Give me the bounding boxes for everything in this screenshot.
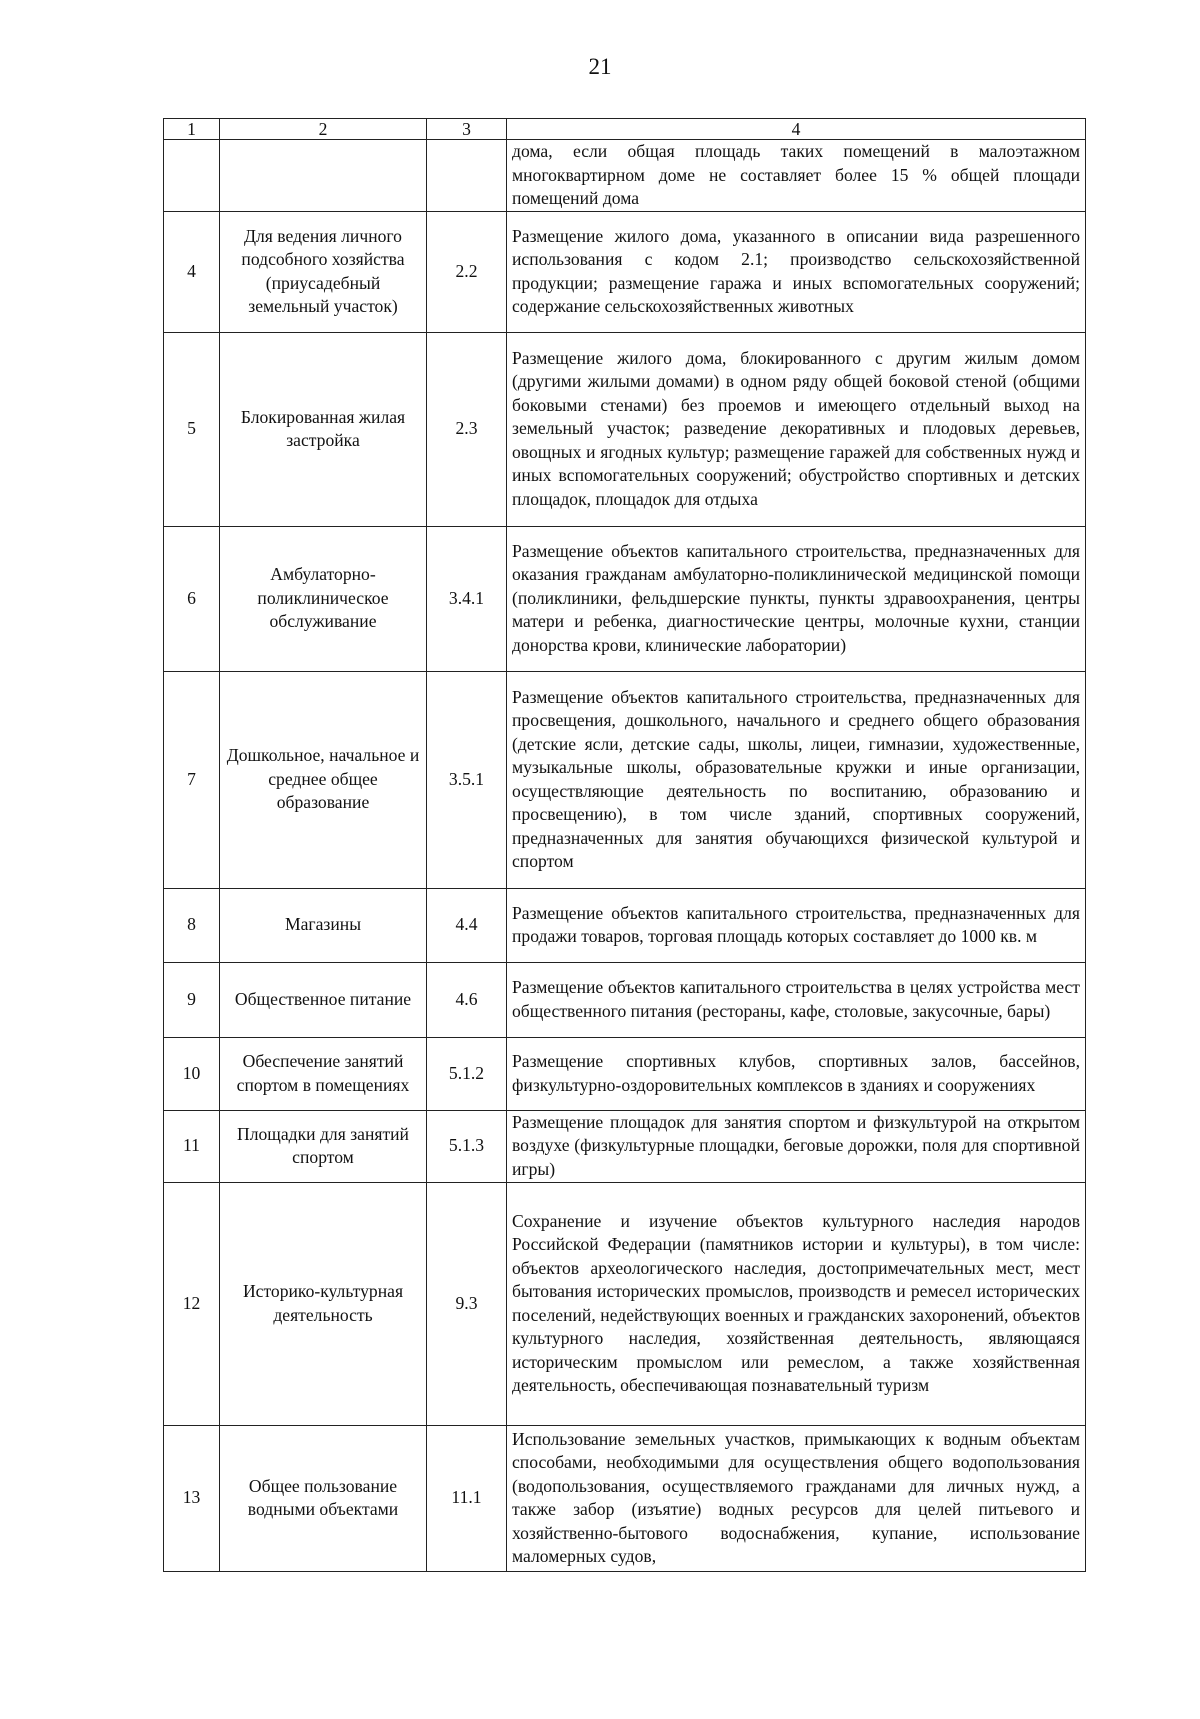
table-row — [164, 211, 1086, 332]
land-use-description: Размещение объектов капитального строительства в целях устройства мест общественного питания (рестораны, кафе, столовые, закусочные, бары) — [507, 962, 1086, 1037]
land-use-name: Для ведения личного подсобного хозяйства (приусадебный земельный участок) — [220, 211, 427, 332]
land-use-code — [427, 140, 507, 212]
land-use-description: Сохранение и изучение объектов культурного наследия народов Российской Федерации (памятников истории и культуры), в том числе: объектов археологического наследия, достопримечательных мест, мест бытования исторических промыслов, производств и ремесел исторических поселений, недействующих военных и гражданских захоронений, объектов культурного наследия, хозяйственная деятельность, являющаяся историческим промыслом или ремеслом, а также хозяйственная деятельность, обеспечивающая познавательный туризм — [507, 1182, 1086, 1425]
land-use-description: Использование земельных участков, примыкающих к водным объектам способами, необходимыми для осуществления общего водопользования (водопользования, осуществляемого гражданами для личных нужд, а также забор (изъятие) водных ресурсов для целей питьевого и хозяйственно-бытового водоснабжения, купание, использование маломерных судов, — [507, 1425, 1086, 1571]
row-number: 7 — [164, 671, 220, 888]
row-number: 12 — [164, 1182, 220, 1425]
land-use-code: 2.3 — [427, 332, 507, 526]
land-use-name: Общественное питание — [220, 962, 427, 1037]
land-use-name: Обеспечение занятий спортом в помещениях — [220, 1037, 427, 1110]
land-use-name: Общее пользование водными объектами — [220, 1425, 427, 1571]
land-use-code: 3.4.1 — [427, 526, 507, 671]
row-number: 8 — [164, 888, 220, 962]
land-use-table — [163, 118, 1086, 1572]
land-use-description: Размещение объектов капитального строительства, предназначенных для оказания гражданам амбулаторно-поликлинической медицинской помощи (поликлиники, фельдшерские пункты, пункты здравоохранения, центры матери и ребенка, диагностические центры, молочные кухни, станции донорства крови, клинические лаборатории) — [507, 526, 1086, 671]
row-number: 5 — [164, 332, 220, 526]
land-use-description: Размещение объектов капитального строительства, предназначенных для продажи товаров, торговая площадь которых составляет до 1000 кв. м — [507, 888, 1086, 962]
table-row — [164, 671, 1086, 888]
land-use-description: Размещение жилого дома, блокированного с другим жилым домом (другими жилыми домами) в одном ряду общей боковой стеной (общими боковыми стенами) без проемов и имеющего отдельный выход на земельный участок; разведение декоративных и плодовых деревьев, овощных и ягодных культур; размещение гаражей для собственных нужд и иных вспомогательных сооружений; обустройство спортивных и детских площадок, площадок для отдыха — [507, 332, 1086, 526]
land-use-code: 5.1.2 — [427, 1037, 507, 1110]
table-row — [164, 1110, 1086, 1182]
land-use-code: 3.5.1 — [427, 671, 507, 888]
row-number: 13 — [164, 1425, 220, 1571]
land-use-description: Размещение объектов капитального строительства, предназначенных для просвещения, дошкольного, начального и среднего общего образования (детские ясли, детские сады, школы, лицеи, гимназии, художественные, музыкальные школы, образовательные кружки и иные организации, осуществляющие деятельность по воспитанию, образованию и просвещению), в том числе зданий, спортивных сооружений, предназначенных для занятия обучающихся физической культурой и спортом — [507, 671, 1086, 888]
table-row — [164, 962, 1086, 1037]
row-number: 9 — [164, 962, 220, 1037]
column-header-4: 4 — [507, 119, 1086, 140]
row-number: 4 — [164, 211, 220, 332]
column-header-1: 1 — [164, 119, 220, 140]
land-use-name: Историко-культурная деятельность — [220, 1182, 427, 1425]
land-use-name: Блокированная жилая застройка — [220, 332, 427, 526]
table-row — [164, 1182, 1086, 1425]
land-use-name: Амбулаторно-поликлиническое обслуживание — [220, 526, 427, 671]
column-header-3: 3 — [427, 119, 507, 140]
land-use-code: 2.2 — [427, 211, 507, 332]
column-header-2: 2 — [220, 119, 427, 140]
land-use-name: Дошкольное, начальное и среднее общее образование — [220, 671, 427, 888]
land-use-description: Размещение площадок для занятия спортом и физкультурой на открытом воздухе (физкультурные площадки, беговые дорожки, поля для спортивной игры) — [507, 1110, 1086, 1182]
row-number: 10 — [164, 1037, 220, 1110]
land-use-description: Размещение спортивных клубов, спортивных залов, бассейнов, физкультурно-оздоровительных комплексов в зданиях и сооружениях — [507, 1037, 1086, 1110]
page-number: 21 — [588, 54, 612, 79]
land-use-description: дома, если общая площадь таких помещений в малоэтажном многоквартирном доме не составляет более 15 % общей площади помещений дома — [507, 140, 1086, 212]
land-use-code: 9.3 — [427, 1182, 507, 1425]
land-use-name: Магазины — [220, 888, 427, 962]
land-use-description: Размещение жилого дома, указанного в описании вида разрешенного использования с кодом 2.1; производство сельскохозяйственной продукции; размещение гаража и иных вспомогательных сооружений; содержание сельскохозяйственных животных — [507, 211, 1086, 332]
land-use-name — [220, 140, 427, 212]
land-use-name: Площадки для занятий спортом — [220, 1110, 427, 1182]
land-use-code: 4.4 — [427, 888, 507, 962]
table-row — [164, 888, 1086, 962]
land-use-code: 4.6 — [427, 962, 507, 1037]
row-number: 6 — [164, 526, 220, 671]
row-number: 11 — [164, 1110, 220, 1182]
land-use-code: 5.1.3 — [427, 1110, 507, 1182]
table-row — [164, 1425, 1086, 1571]
table-row — [164, 526, 1086, 671]
table-row — [164, 140, 1086, 212]
table-row — [164, 332, 1086, 526]
row-number — [164, 140, 220, 212]
land-use-code: 11.1 — [427, 1425, 507, 1571]
table-header-row — [164, 119, 1086, 140]
table-row — [164, 1037, 1086, 1110]
